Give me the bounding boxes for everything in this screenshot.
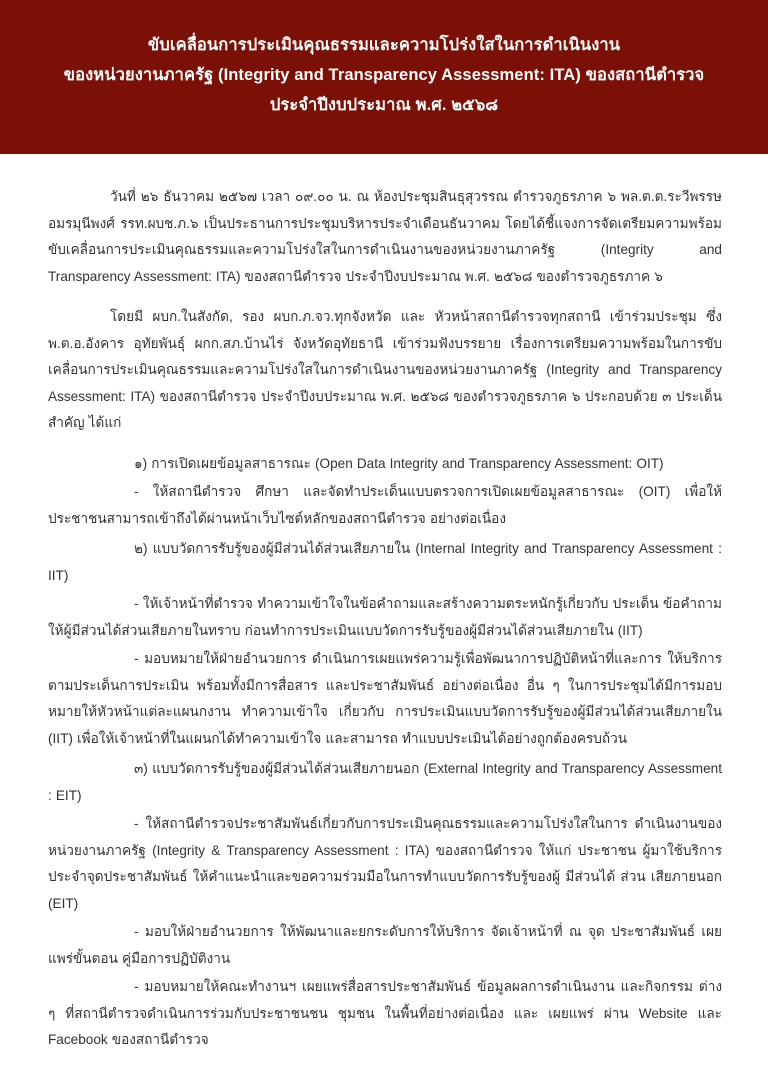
item-2-heading: ๒) แบบวัดการรับรู้ของผู้มีส่วนได้ส่วนเสียภายใน (Internal Integrity and Transparency Assessment : IIT): [48, 541, 722, 583]
assessment-item-3: [48, 756, 722, 1054]
assessment-item-2: [48, 536, 722, 752]
body-paragraph-intro-meeting: วันที่ ๒๖ ธันวาคม ๒๕๖๗ เวลา ๐๙.๐๐ น. ณ ห้องประชุมสินธุสุวรรณ ตำรวจภูธรภาค ๖ พล.ต.ต.ระวีพรรษ อมรมุนีพงศ์ รรท.ผบช.ภ.๖ เป็นประธานการประชุมบริหารประจำเดือนธันวาคม โดยได้ชี้แจงการจัดเตรียมความพร้อมขับเคลื่อนการประเมินคุณธรรมและความโปร่งใสในการดำเนินงานของหน่วยงานภาครัฐ (Integrity and Transparency Assessment: ITA) ของสถานีตำรวจ ประจำปีงบประมาณ พ.ศ. ๒๕๖๘ ของตำรวจภูธรภาค ๖: [48, 189, 722, 284]
item-3-bullet-1: - ให้สถานีตำรวจประชาสัมพันธ์เกี่ยวกับการประเมินคุณธรรมและความโปร่งใสในการ ดำเนินงานของหน่วยงานภาครัฐ (Integrity & Transparency Assessment : ITA) ของสถานีตำรวจ ให้แก่ ประชาชน ผู้มาใช้บริการประจำจุดประชาสัมพันธ์ ให้คำแนะนำและขอความร่วมมือในการทำแบบวัดการรับรู้ของผู้ มีส่วนได้ ส่วน เสียภายนอก (EIT): [48, 816, 722, 911]
title-line-2: ของหน่วยงานภาครัฐ (Integrity and Transparency Assessment: ITA) ของสถานีตำรวจ: [63, 66, 705, 84]
title-line-3: ประจำปีงบประมาณ พ.ศ. ๒๕๖๘: [269, 96, 499, 114]
item-1-heading: ๑) การเปิดเผยข้อมูลสาธารณะ (Open Data Integrity and Transparency Assessment: OIT): [134, 455, 664, 471]
item-1-bullet-1: - ให้สถานีตำรวจ ศึกษา และจัดทำประเด็นแบบตรวจการเปิดเผยข้อมูลสาธารณะ (OIT) เพื่อให้ประชาชนสามารถเข้าถึงได้ผ่านหน้าเว็บไซต์หลักของสถานีตำรวจ อย่างต่อเนื่อง: [48, 484, 722, 526]
assessment-item-1: [48, 451, 722, 533]
body-paragraph-attendees: โดยมี ผบก.ในสังกัด, รอง ผบก.ภ.จว.ทุกจังหวัด และ หัวหน้าสถานีตำรวจทุกสถานี เข้าร่วมประชุม ซึ่ง พ.ต.อ.อังคาร อุทัยพันธุ์ ผกก.สภ.บ้านไร่ จังหวัดอุทัยธานี เข้าร่วมฟังบรรยาย เรื่องการเตรียมความพร้อมในการขับเคลื่อนการประเมินคุณธรรมและความโปร่งใสในการดำเนินงานของหน่วยงานภาครัฐ (Integrity and Transparency Assessment: ITA) ของสถานีตำรวจ ประจำปีงบประมาณ พ.ศ. ๒๕๖๘ ของตำรวจภูธรภาค ๖ ประกอบด้วย ๓ ประเด็นสำคัญ ได้แก่: [48, 309, 722, 430]
item-3-bullet-2: - มอบให้ฝ่ายอำนวยการ ให้พัฒนาและยกระดับการให้บริการ จัดเจ้าหน้าที่ ณ จุด ประชาสัมพันธ์ เผยแพร่ขั้นตอน คู่มือการปฏิบัติงาน: [48, 924, 722, 966]
page-title: [0, 30, 768, 120]
item-2-bullet-2: - มอบหมายให้ฝ่ายอำนวยการ ดำเนินการเผยแพร่ความรู้เพื่อพัฒนาการปฏิบัติหน้าที่และการ ให้บริการตามประเด็นการประเมิน พร้อมทั้งมีการสื่อสาร และประชาสัมพันธ์ อย่างต่อเนื่อง อื่น ๆ ในการประชุมได้มีการมอบหมายให้หัวหน้าแต่ละแผนกงาน ทำความเข้าใจ เกี่ยวกับ การประเมินแบบวัดการรับรู้ของผู้มีส่วนได้ส่วนเสียภายใน (IIT) เพื่อให้เจ้าหน้าที่ในแผนกได้ทำความเข้าใจ และสามารถ ทำแบบประเมินได้อย่างถูกต้องครบถ้วน: [48, 651, 722, 746]
document-header-banner: [0, 0, 768, 154]
item-2-bullet-1: - ให้เจ้าหน้าที่ตำรวจ ทำความเข้าใจในข้อคำถามและสร้างความตระหนักรู้เกี่ยวกับ ประเด็น ข้อคำถามให้ผู้มีส่วนได้ส่วนเสียภายในทราบ ก่อนทำการประเมินแบบวัดการรับรู้ของผู้มีส่วนได้ส่วนเสียภายใน (IIT): [48, 596, 722, 638]
document-body: [0, 154, 768, 1054]
title-line-1: ขับเคลื่อนการประเมินคุณธรรมและความโปร่งใสในการดำเนินงาน: [147, 36, 621, 54]
item-3-heading: ๓) แบบวัดการรับรู้ของผู้มีส่วนได้ส่วนเสียภายนอก (External Integrity and Transparency Assessment : EIT): [48, 761, 722, 803]
item-3-bullet-3: - มอบหมายให้คณะทำงานฯ เผยแพร่สื่อสารประชาสัมพันธ์ ข้อมูลผลการดำเนินงาน และกิจกรรม ต่าง ๆ ที่สถานีตำรวจดำเนินการร่วมกับประชาชนชน ชุมชน ในพื้นที่อย่างต่อเนื่อง และ เผยแพร่ ผ่าน Website และ Facebook ของสถานีตำรวจ: [48, 979, 722, 1047]
